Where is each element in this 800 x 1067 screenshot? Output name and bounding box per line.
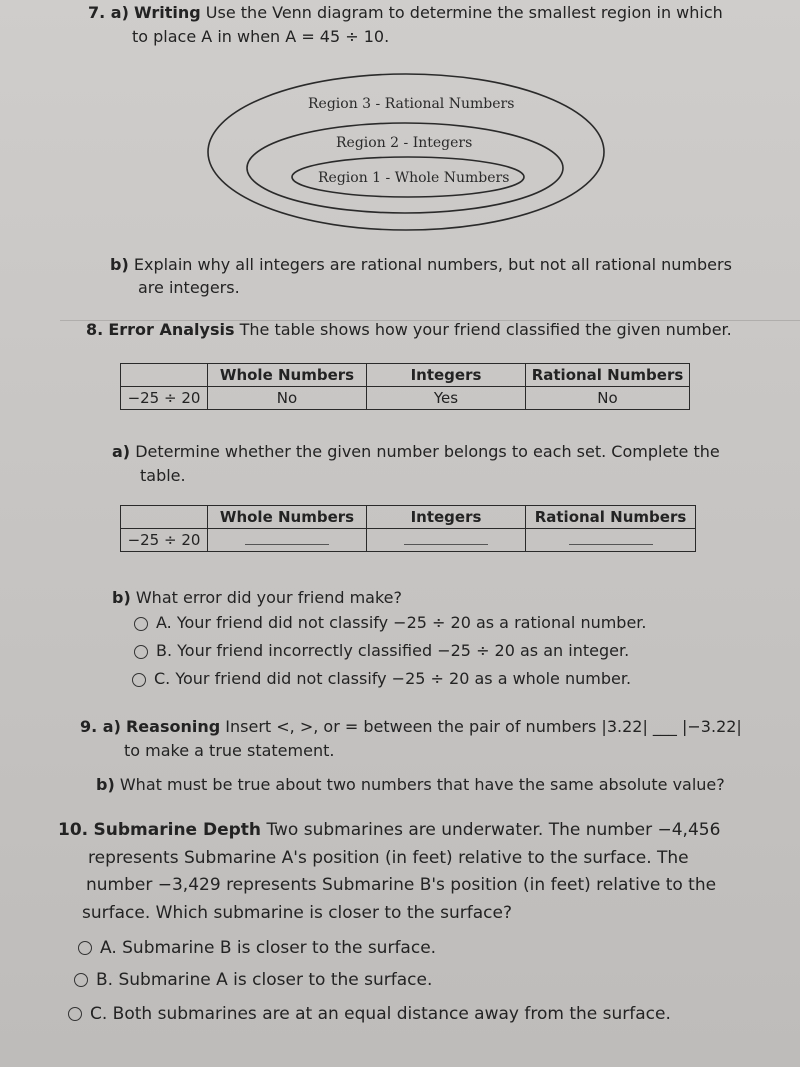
q8b-line: [112, 587, 402, 609]
answer-blank-whole[interactable]: [208, 529, 367, 552]
table-cell-integers: Yes: [367, 387, 526, 410]
q9b-label: b): [96, 775, 115, 794]
q10-number: 10.: [58, 820, 89, 840]
q8b-text: What error did your friend make?: [135, 588, 403, 607]
q9-title: Reasoning: [125, 717, 221, 736]
q8-table-friend: [120, 363, 690, 410]
q9-text: Insert <, >, or = between the pair of numbers |3.22| ___ |−3.22|: [225, 717, 742, 736]
q7b-label: b): [110, 255, 129, 274]
q10-text-line2: represents Submarine A's position (in feet) relative to the surface. The: [88, 848, 689, 868]
venn-region1-label: Region 1 - Whole Numbers: [318, 170, 510, 186]
answer-blank-rational[interactable]: [526, 529, 696, 552]
table-cell: [121, 506, 208, 529]
table-header-whole: Whole Numbers: [208, 364, 367, 387]
q8-header: [86, 319, 732, 341]
table-header-rational: Rational Numbers: [526, 364, 690, 387]
table-cell-rational: No: [526, 387, 690, 410]
radio-icon[interactable]: [134, 617, 148, 631]
q8b-option-c[interactable]: [132, 668, 631, 690]
table-header-rational: Rational Numbers: [526, 506, 696, 529]
q9b-text: What must be true about two numbers that have the same absolute value?: [119, 775, 725, 794]
radio-icon[interactable]: [78, 941, 92, 955]
option-label: A. Submarine B is closer to the surface.: [100, 938, 437, 958]
q9-text-line2: to make a true statement.: [124, 741, 335, 760]
option-label: A. Your friend did not classify −25 ÷ 20 as a rational number.: [156, 613, 647, 632]
q10-text-line1: Two submarines are underwater. The number −4,456: [266, 820, 721, 840]
q7-text-line1: Use the Venn diagram to determine the smallest region in which: [205, 3, 723, 22]
q9-header: [80, 716, 742, 738]
option-label: C. Your friend did not classify −25 ÷ 20 as a whole number.: [154, 669, 632, 688]
q8b-option-a[interactable]: [134, 612, 647, 634]
q7b-line2: are integers.: [138, 278, 240, 297]
table-cell-number: −25 ÷ 20: [121, 387, 208, 410]
venn-diagram: [200, 70, 620, 235]
q7-title: Writing: [133, 3, 201, 22]
q8b-label: b): [112, 588, 131, 607]
q8a-line1: [112, 441, 720, 463]
q8-number: 8.: [86, 320, 104, 339]
q10-text-line4: surface. Which submarine is closer to the surface?: [82, 903, 513, 923]
q7-text-line2: to place A in when A = 45 ÷ 10.: [132, 27, 390, 46]
table-row: [121, 364, 690, 387]
option-label: B. Your friend incorrectly classified −25 ÷ 20 as an integer.: [156, 641, 630, 660]
table-row: [121, 529, 696, 552]
venn-region2-label: Region 2 - Integers: [336, 135, 473, 151]
q10-title: Submarine Depth: [93, 820, 262, 840]
q9b-line: [96, 774, 725, 796]
venn-region3-label: Region 3 - Rational Numbers: [308, 96, 515, 112]
radio-icon[interactable]: [74, 973, 88, 987]
q8a-text: Determine whether the given number belongs to each set. Complete the: [135, 442, 720, 461]
table-row: [121, 506, 696, 529]
table-cell: [121, 364, 208, 387]
q7b-line1: [110, 254, 732, 276]
q10-option-c[interactable]: [68, 1002, 671, 1026]
q8a-label: a): [112, 442, 131, 461]
q7-header: [88, 2, 723, 24]
q10-text-line3: number −3,429 represents Submarine B's position (in feet) relative to the: [86, 875, 717, 895]
table-header-integers: Integers: [367, 364, 526, 387]
table-cell-number: −25 ÷ 20: [121, 529, 208, 552]
q8-table-answer: [120, 505, 696, 552]
q10-header: [58, 818, 720, 842]
q7b-text: Explain why all integers are rational numbers, but not all rational numbers: [133, 255, 732, 274]
q8-title: Error Analysis: [108, 320, 235, 339]
q10-option-b[interactable]: [74, 968, 432, 992]
q9-number: 9. a): [80, 717, 121, 736]
option-label: B. Submarine A is closer to the surface.: [96, 970, 433, 990]
table-cell-whole: No: [208, 387, 367, 410]
option-label: C. Both submarines are at an equal distance away from the surface.: [90, 1004, 671, 1024]
q7-number: 7. a): [88, 3, 129, 22]
table-row: [121, 387, 690, 410]
table-header-integers: Integers: [367, 506, 526, 529]
q8b-option-b[interactable]: [134, 640, 629, 662]
radio-icon[interactable]: [68, 1007, 82, 1021]
q10-option-a[interactable]: [78, 936, 436, 960]
answer-blank-integers[interactable]: [367, 529, 526, 552]
radio-icon[interactable]: [132, 673, 146, 687]
q8a-line2: table.: [140, 466, 186, 485]
table-header-whole: Whole Numbers: [208, 506, 367, 529]
q8-text: The table shows how your friend classified the given number.: [239, 320, 732, 339]
radio-icon[interactable]: [134, 645, 148, 659]
